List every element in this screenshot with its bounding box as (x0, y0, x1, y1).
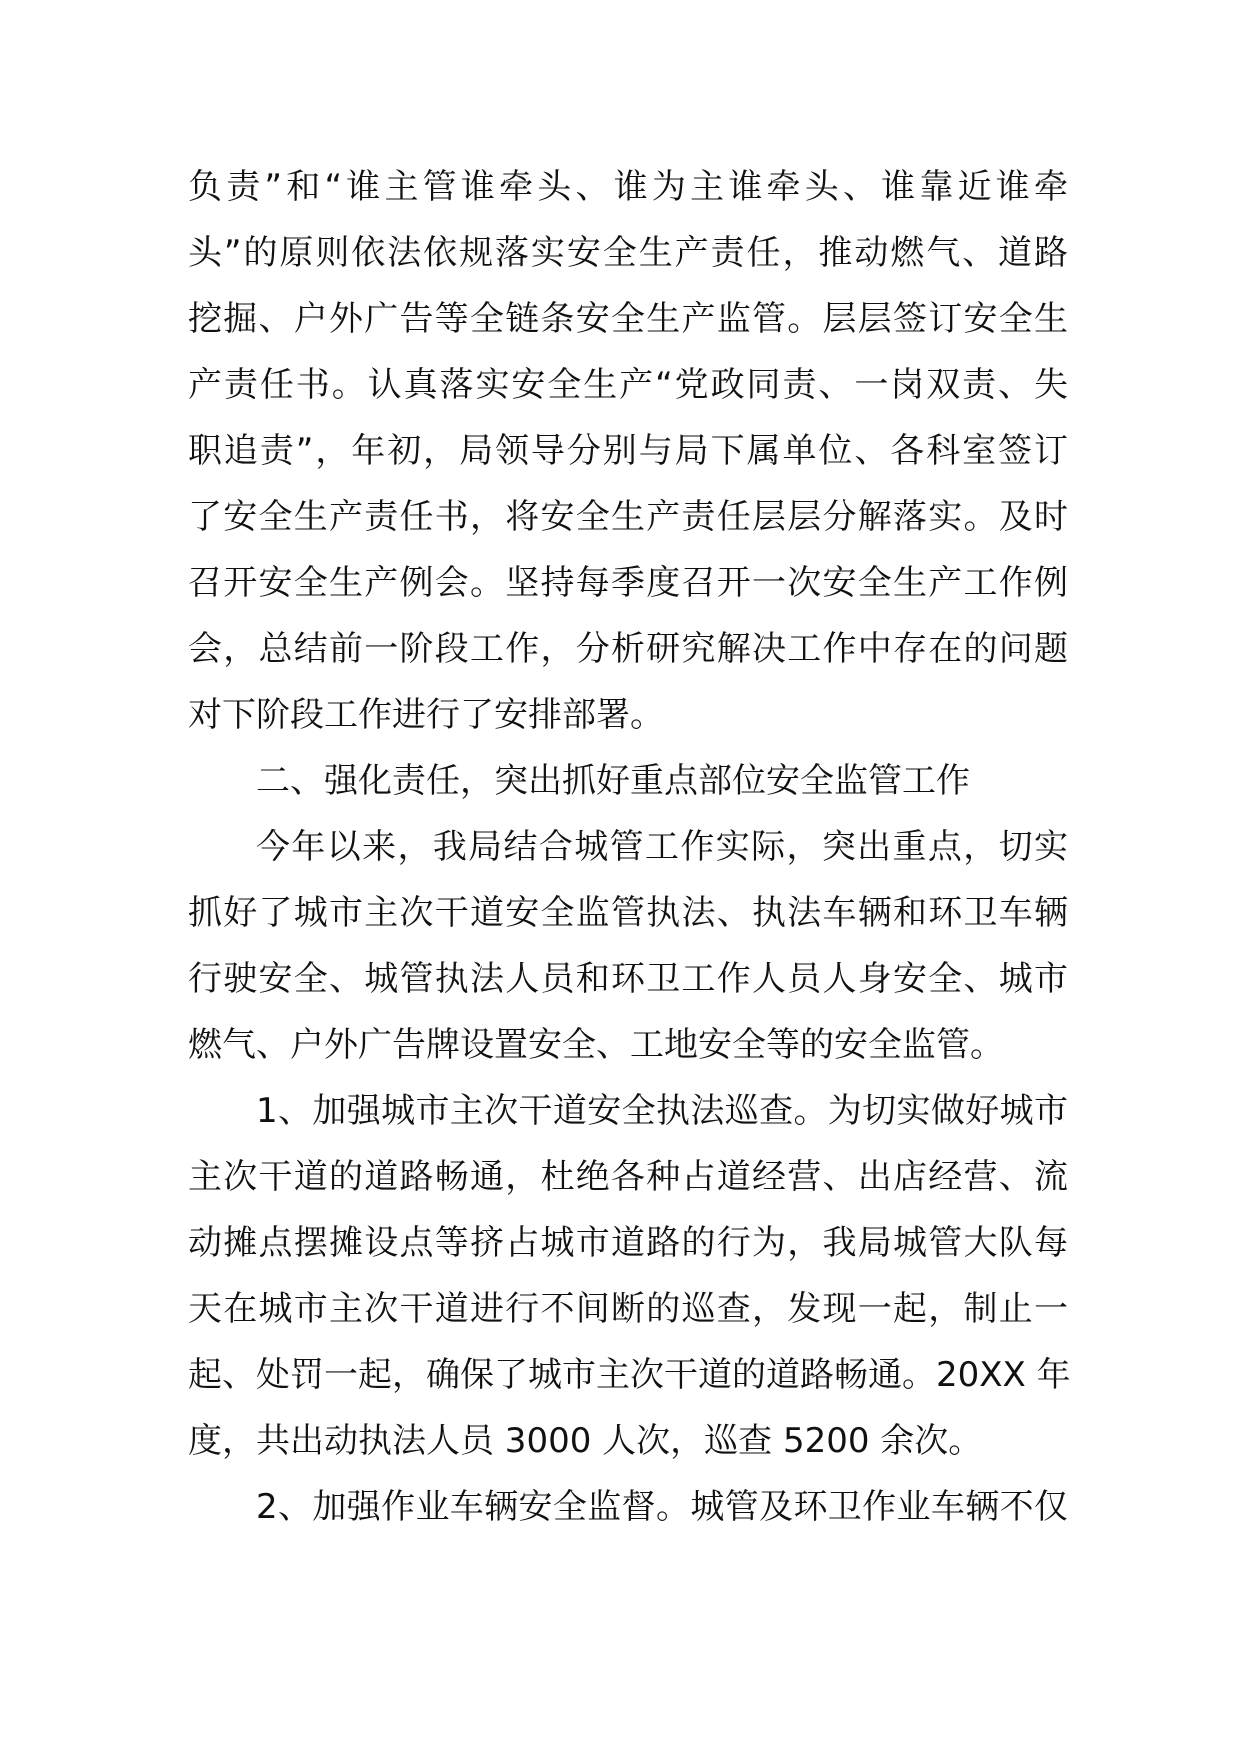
text-line: 动摊点摆摊设点等挤占城市道路的行为，我局城管大队每 (188, 1223, 1068, 1263)
text-line: 起、处罚一起，确保了城市主次干道的道路畅通。20XX 年 (188, 1355, 1071, 1395)
text-line: 产责任书。认真落实安全生产“党政同责、一岗双责、失 (188, 365, 1068, 405)
text-line: 召开安全生产例会。坚持每季度召开一次安全生产工作例 (188, 563, 1068, 603)
text-line: 度，共出动执法人员 3000 人次，巡查 5200 余次。 (188, 1421, 983, 1461)
text-line: 今年以来，我局结合城管工作实际，突出重点，切实 (256, 827, 1068, 867)
text-line: 对下阶段工作进行了安排部署。 (188, 695, 664, 735)
text-line: 职追责”，年初，局领导分别与局下属单位、各科室签订 (188, 431, 1068, 471)
text-line: 二、强化责任，突出抓好重点部位安全监管工作 (256, 761, 970, 801)
text-line: 主次干道的道路畅通，杜绝各种占道经营、出店经营、流 (188, 1157, 1068, 1197)
text-line: 燃气、户外广告牌设置安全、工地安全等的安全监管。 (188, 1025, 1004, 1065)
text-line: 行驶安全、城管执法人员和环卫工作人员人身安全、城市 (188, 959, 1068, 999)
text-line: 了安全生产责任书，将安全生产责任层层分解落实。及时 (188, 497, 1068, 537)
text-line: 天在城市主次干道进行不间断的巡查，发现一起，制止一 (188, 1289, 1068, 1329)
document-body (188, 154, 1071, 1540)
text-line: 头”的原则依法依规落实安全生产责任，推动燃气、道路 (188, 233, 1068, 273)
text-line: 挖掘、户外广告等全链条安全生产监管。层层签订安全生 (188, 299, 1068, 339)
text-line: 负责”和“谁主管谁牵头、谁为主谁牵头、谁靠近谁牵 (188, 167, 1068, 207)
text-line: 会，总结前一阶段工作，分析研究解决工作中存在的问题 (188, 629, 1068, 669)
text-line: 2、加强作业车辆安全监督。城管及环卫作业车辆不仅 (256, 1487, 1068, 1527)
text-line: 1、加强城市主次干道安全执法巡查。为切实做好城市 (256, 1091, 1068, 1131)
text-line: 抓好了城市主次干道安全监管执法、执法车辆和环卫车辆 (188, 893, 1068, 933)
